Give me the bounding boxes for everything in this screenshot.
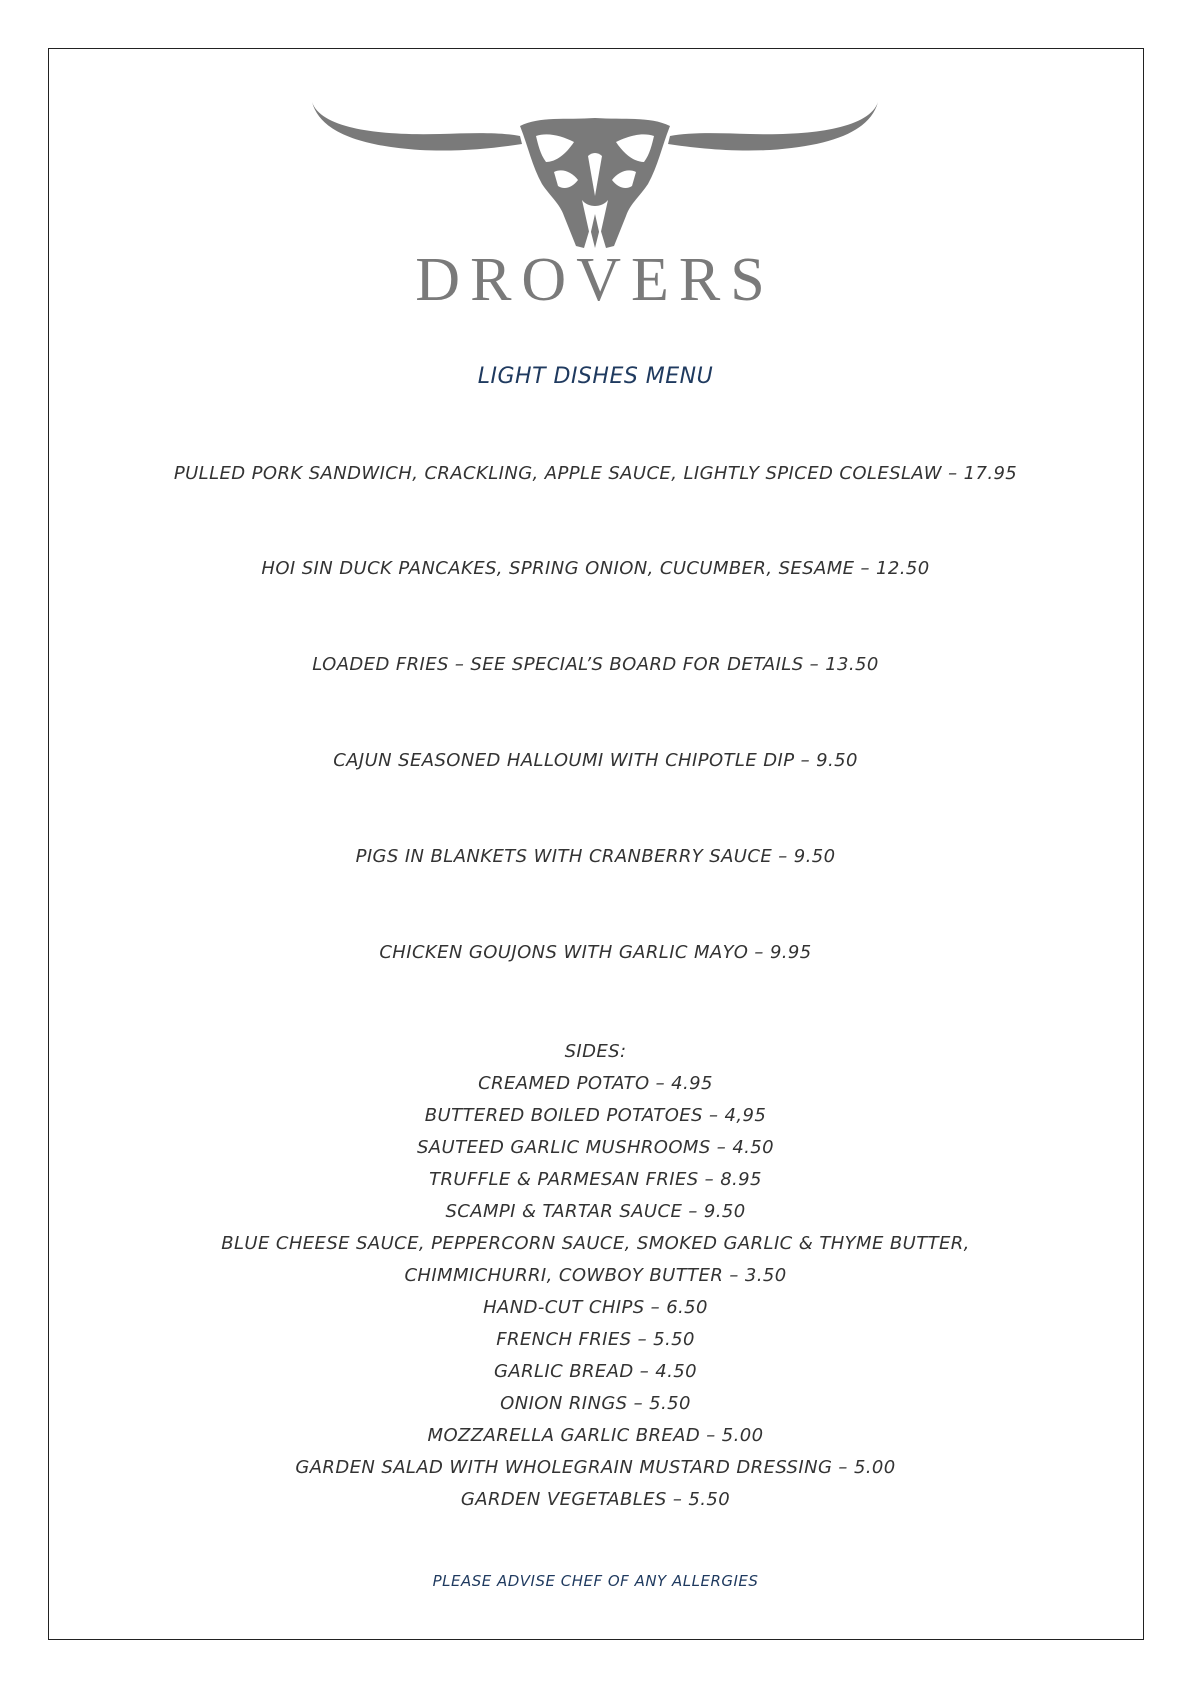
longhorn-skull-icon xyxy=(310,96,880,326)
brand-name: DROVERS xyxy=(415,246,775,314)
dish-item: HOI SIN DUCK PANCAKES, SPRING ONION, CUCUMBER, SESAME – 12.50 xyxy=(261,558,930,579)
dish-item: CAJUN SEASONED HALLOUMI WITH CHIPOTLE DIP – 9.50 xyxy=(333,750,858,771)
side-item: ONION RINGS – 5.50 xyxy=(500,1393,691,1414)
dish-item: PIGS IN BLANKETS WITH CRANBERRY SAUCE – 9.50 xyxy=(355,846,836,867)
side-item: CHIMMICHURRI, COWBOY BUTTER – 3.50 xyxy=(404,1265,787,1286)
side-item: BUTTERED BOILED POTATOES – 4,95 xyxy=(424,1105,767,1126)
side-item: BLUE CHEESE SAUCE, PEPPERCORN SAUCE, SMOKED GARLIC & THYME BUTTER, xyxy=(221,1233,970,1254)
sides-heading: SIDES: xyxy=(564,1041,627,1062)
drovers-logo xyxy=(310,96,880,326)
dish-item: PULLED PORK SANDWICH, CRACKLING, APPLE SAUCE, LIGHTLY SPICED COLESLAW – 17.95 xyxy=(173,463,1018,484)
menu-title: LIGHT DISHES MENU xyxy=(477,364,714,389)
side-item: GARDEN SALAD WITH WHOLEGRAIN MUSTARD DRESSING – 5.00 xyxy=(295,1457,896,1478)
side-item: GARDEN VEGETABLES – 5.50 xyxy=(460,1489,731,1510)
dish-item: LOADED FRIES – SEE SPECIAL’S BOARD FOR DETAILS – 13.50 xyxy=(312,654,879,675)
side-item: FRENCH FRIES – 5.50 xyxy=(496,1329,695,1350)
side-item: GARLIC BREAD – 4.50 xyxy=(494,1361,697,1382)
side-item: CREAMED POTATO – 4.95 xyxy=(478,1073,713,1094)
side-item: MOZZARELLA GARLIC BREAD – 5.00 xyxy=(427,1425,764,1446)
side-item: TRUFFLE & PARMESAN FRIES – 8.95 xyxy=(429,1169,762,1190)
side-item: SAUTEED GARLIC MUSHROOMS – 4.50 xyxy=(416,1137,775,1158)
allergy-note: PLEASE ADVISE CHEF OF ANY ALLERGIES xyxy=(432,1572,759,1590)
side-item: SCAMPI & TARTAR SAUCE – 9.50 xyxy=(445,1201,746,1222)
sides-section xyxy=(0,1036,1191,1516)
dish-item: CHICKEN GOUJONS WITH GARLIC MAYO – 9.95 xyxy=(379,942,812,963)
side-item: HAND-CUT CHIPS – 6.50 xyxy=(483,1297,708,1318)
